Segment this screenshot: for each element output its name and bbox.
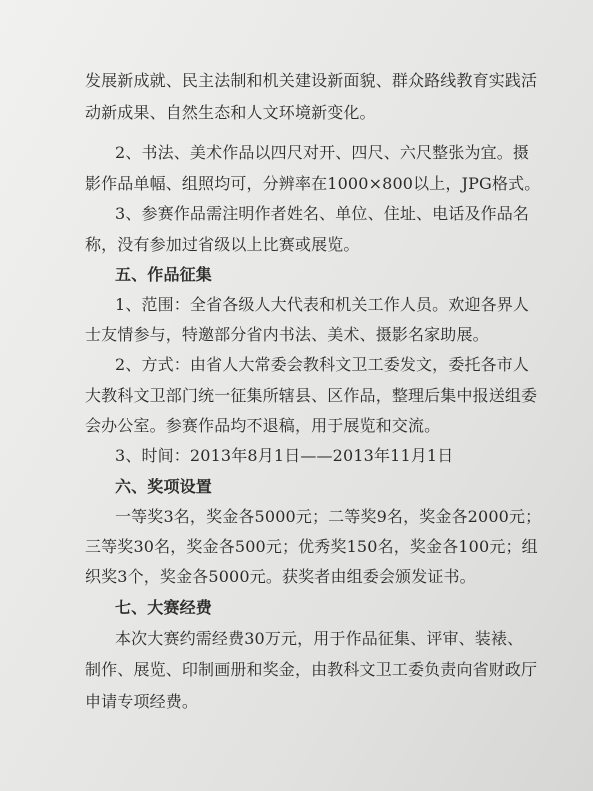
paragraph-line: 制作、展览、印制画册和奖金，由教科文卫工委负责向省财政厅 <box>85 660 538 679</box>
paragraph-line: 申请专项经费。 <box>85 692 199 711</box>
paragraph-line: 2、方式：由省人大常委会教科文卫工委发文，委托各市人 <box>115 355 530 374</box>
paragraph-line: 一等奖3名，奖金各5000元；二等奖9名，奖金各2000元； <box>115 507 542 526</box>
paragraph-line: 1、范围：全省各级人大代表和机关工作人员。欢迎各界人 <box>115 295 530 314</box>
paragraph-line: 3、参赛作品需注明作者姓名、单位、住址、电话及作品名 <box>115 204 530 223</box>
paragraph-line: 士友情参与，特邀部分省内书法、美术、摄影名家助展。 <box>85 325 489 344</box>
paragraph-line: 织奖3个，奖金各5000元。获奖者由组委会颁发证书。 <box>85 567 476 586</box>
paragraph-line: 动新成果、自然生态和人文环境新变化。 <box>85 103 376 122</box>
section-heading: 七、大赛经费 <box>115 598 212 617</box>
paragraph-line: 称，没有参加过省级以上比赛或展览。 <box>85 235 360 254</box>
section-heading: 五、作品征集 <box>115 265 212 284</box>
paragraph-line: 会办公室。参赛作品均不退稿，用于展览和交流。 <box>85 416 441 435</box>
section-heading: 六、奖项设置 <box>115 477 212 496</box>
paragraph-line: 发展新成就、民主法制和机关建设新面貌、群众路线教育实践活 <box>85 71 538 90</box>
paragraph-line: 三等奖30名，奖金各500元；优秀奖150名，奖金各100元；组 <box>85 537 538 556</box>
paragraph-line: 3、时间：2013年8月1日——2013年11月1日 <box>115 446 454 465</box>
paragraph-line: 大教科文卫部门统一征集所辖县、区作品，整理后集中报送组委 <box>85 386 538 405</box>
paragraph-line: 影作品单幅、组照均可，分辨率在1000×800以上，JPG格式。 <box>85 174 541 193</box>
paragraph-line: 2、书法、美术作品以四尺对开、四尺、六尺整张为宜。摄 <box>115 143 530 162</box>
paragraph-line: 本次大赛约需经费30万元，用于作品征集、评审、装裱、 <box>115 629 524 648</box>
